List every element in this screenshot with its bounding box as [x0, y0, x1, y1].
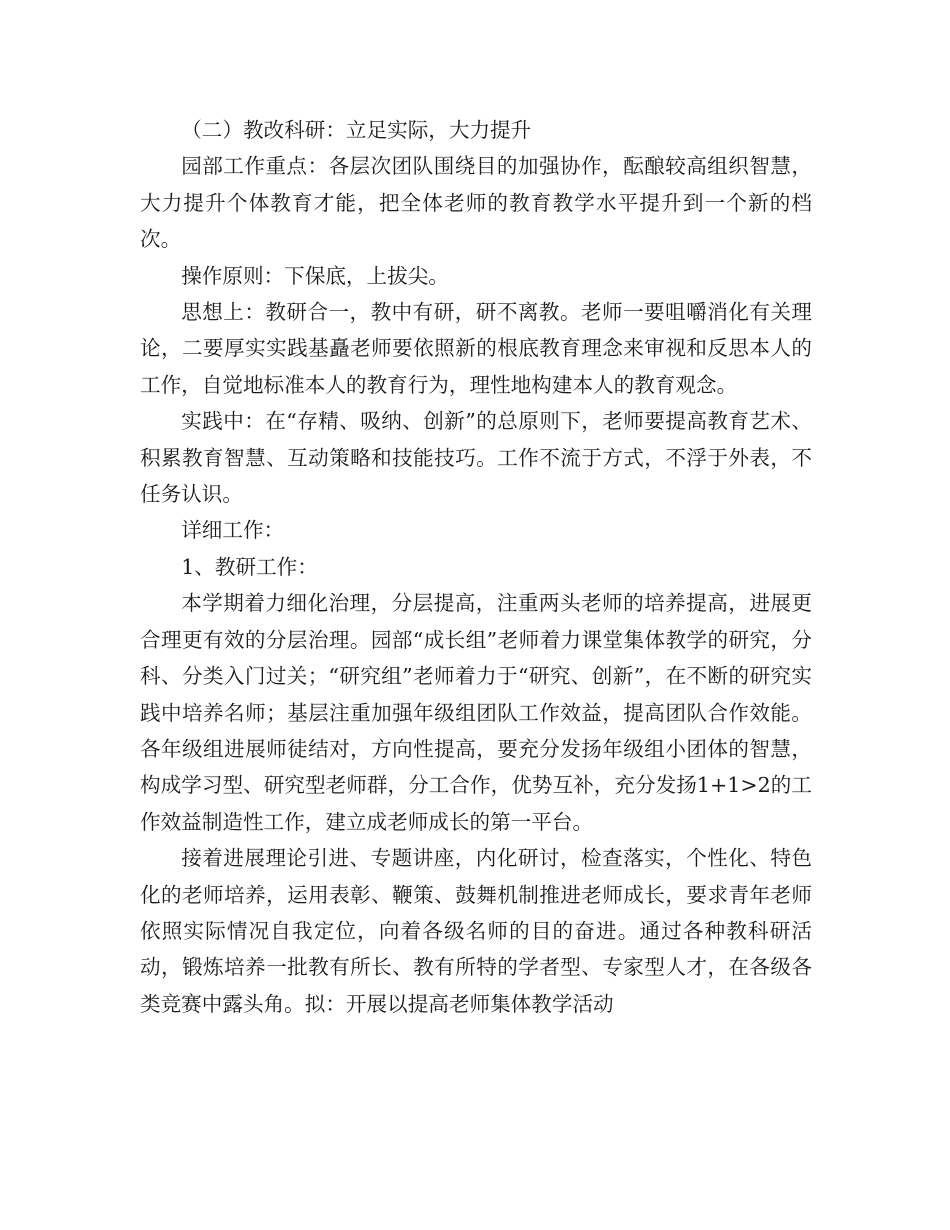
paragraph-thinking: 思想上：教研合一，教中有研，研不离教。老师一要咀嚼消化有关理论，二要厚实实践基矗老师要依照新的根底教育理念来审视和反思本人的工作，自觉地标准本人的教育行为，理性地构建本人的教育观念。 — [140, 300, 812, 397]
paragraph-teaching-research-heading: 1、教研工作： — [181, 554, 318, 579]
paragraph-practice: 实践中：在“存精、吸纳、创新”的总原则下，老师要提高教育艺术、积累教育智慧、互动策略和技能技巧。工作不流于方式，不浮于外表，不任务认识。 — [140, 409, 812, 507]
paragraph-theory-introduction: 接着进展理论引进、专题讲座，内化研讨，检查落实，个性化、特色化的老师培养，运用表彰、鞭策、鼓舞机制推进老师成长，要求青年老师依照实际情况自我定位，向着各级名师的目的奋进。通过各种教科研活动，锻炼培养一批教有所长、教有所特的学者型、专家型人才，在各级各类竞赛中露头角。拟：开展以提高老师集体教学活动 — [140, 846, 812, 1016]
document-page — [140, 112, 812, 1022]
paragraph-detailed-work: 详细工作： — [181, 518, 285, 543]
paragraph-work-focus: 园部工作重点：各层次团队围绕目的加强协作，酝酿较高组织智慧，大力提升个体教育才能，把全体老师的教育教学水平提升到一个新的档次。 — [140, 154, 812, 252]
section-heading: （二）教改科研：立足实际，大力提升 — [181, 118, 532, 142]
paragraph-semester-management: 本学期着力细化治理，分层提高，注重两头老师的培养提高，进展更合理更有效的分层治理。园部“成长组”老师着力课堂集体教学的研究，分科、分类入门过关；“研究组”老师着力于“研究、创新”，在不断的研究实践中培养名师；基层注重加强年级组团队工作效益，提高团队合作效能。各年级组进展师徒结对，方向性提高，要充分发扬年级组小团体的智慧，构成学习型、研究型老师群，分工合作，优势互补，充分发扬1+1>2的工作效益制造性工作，建立成老师成长的第一平台。 — [140, 591, 812, 834]
paragraph-operation-principle: 操作原则：下保底，上拔尖。 — [181, 263, 449, 288]
